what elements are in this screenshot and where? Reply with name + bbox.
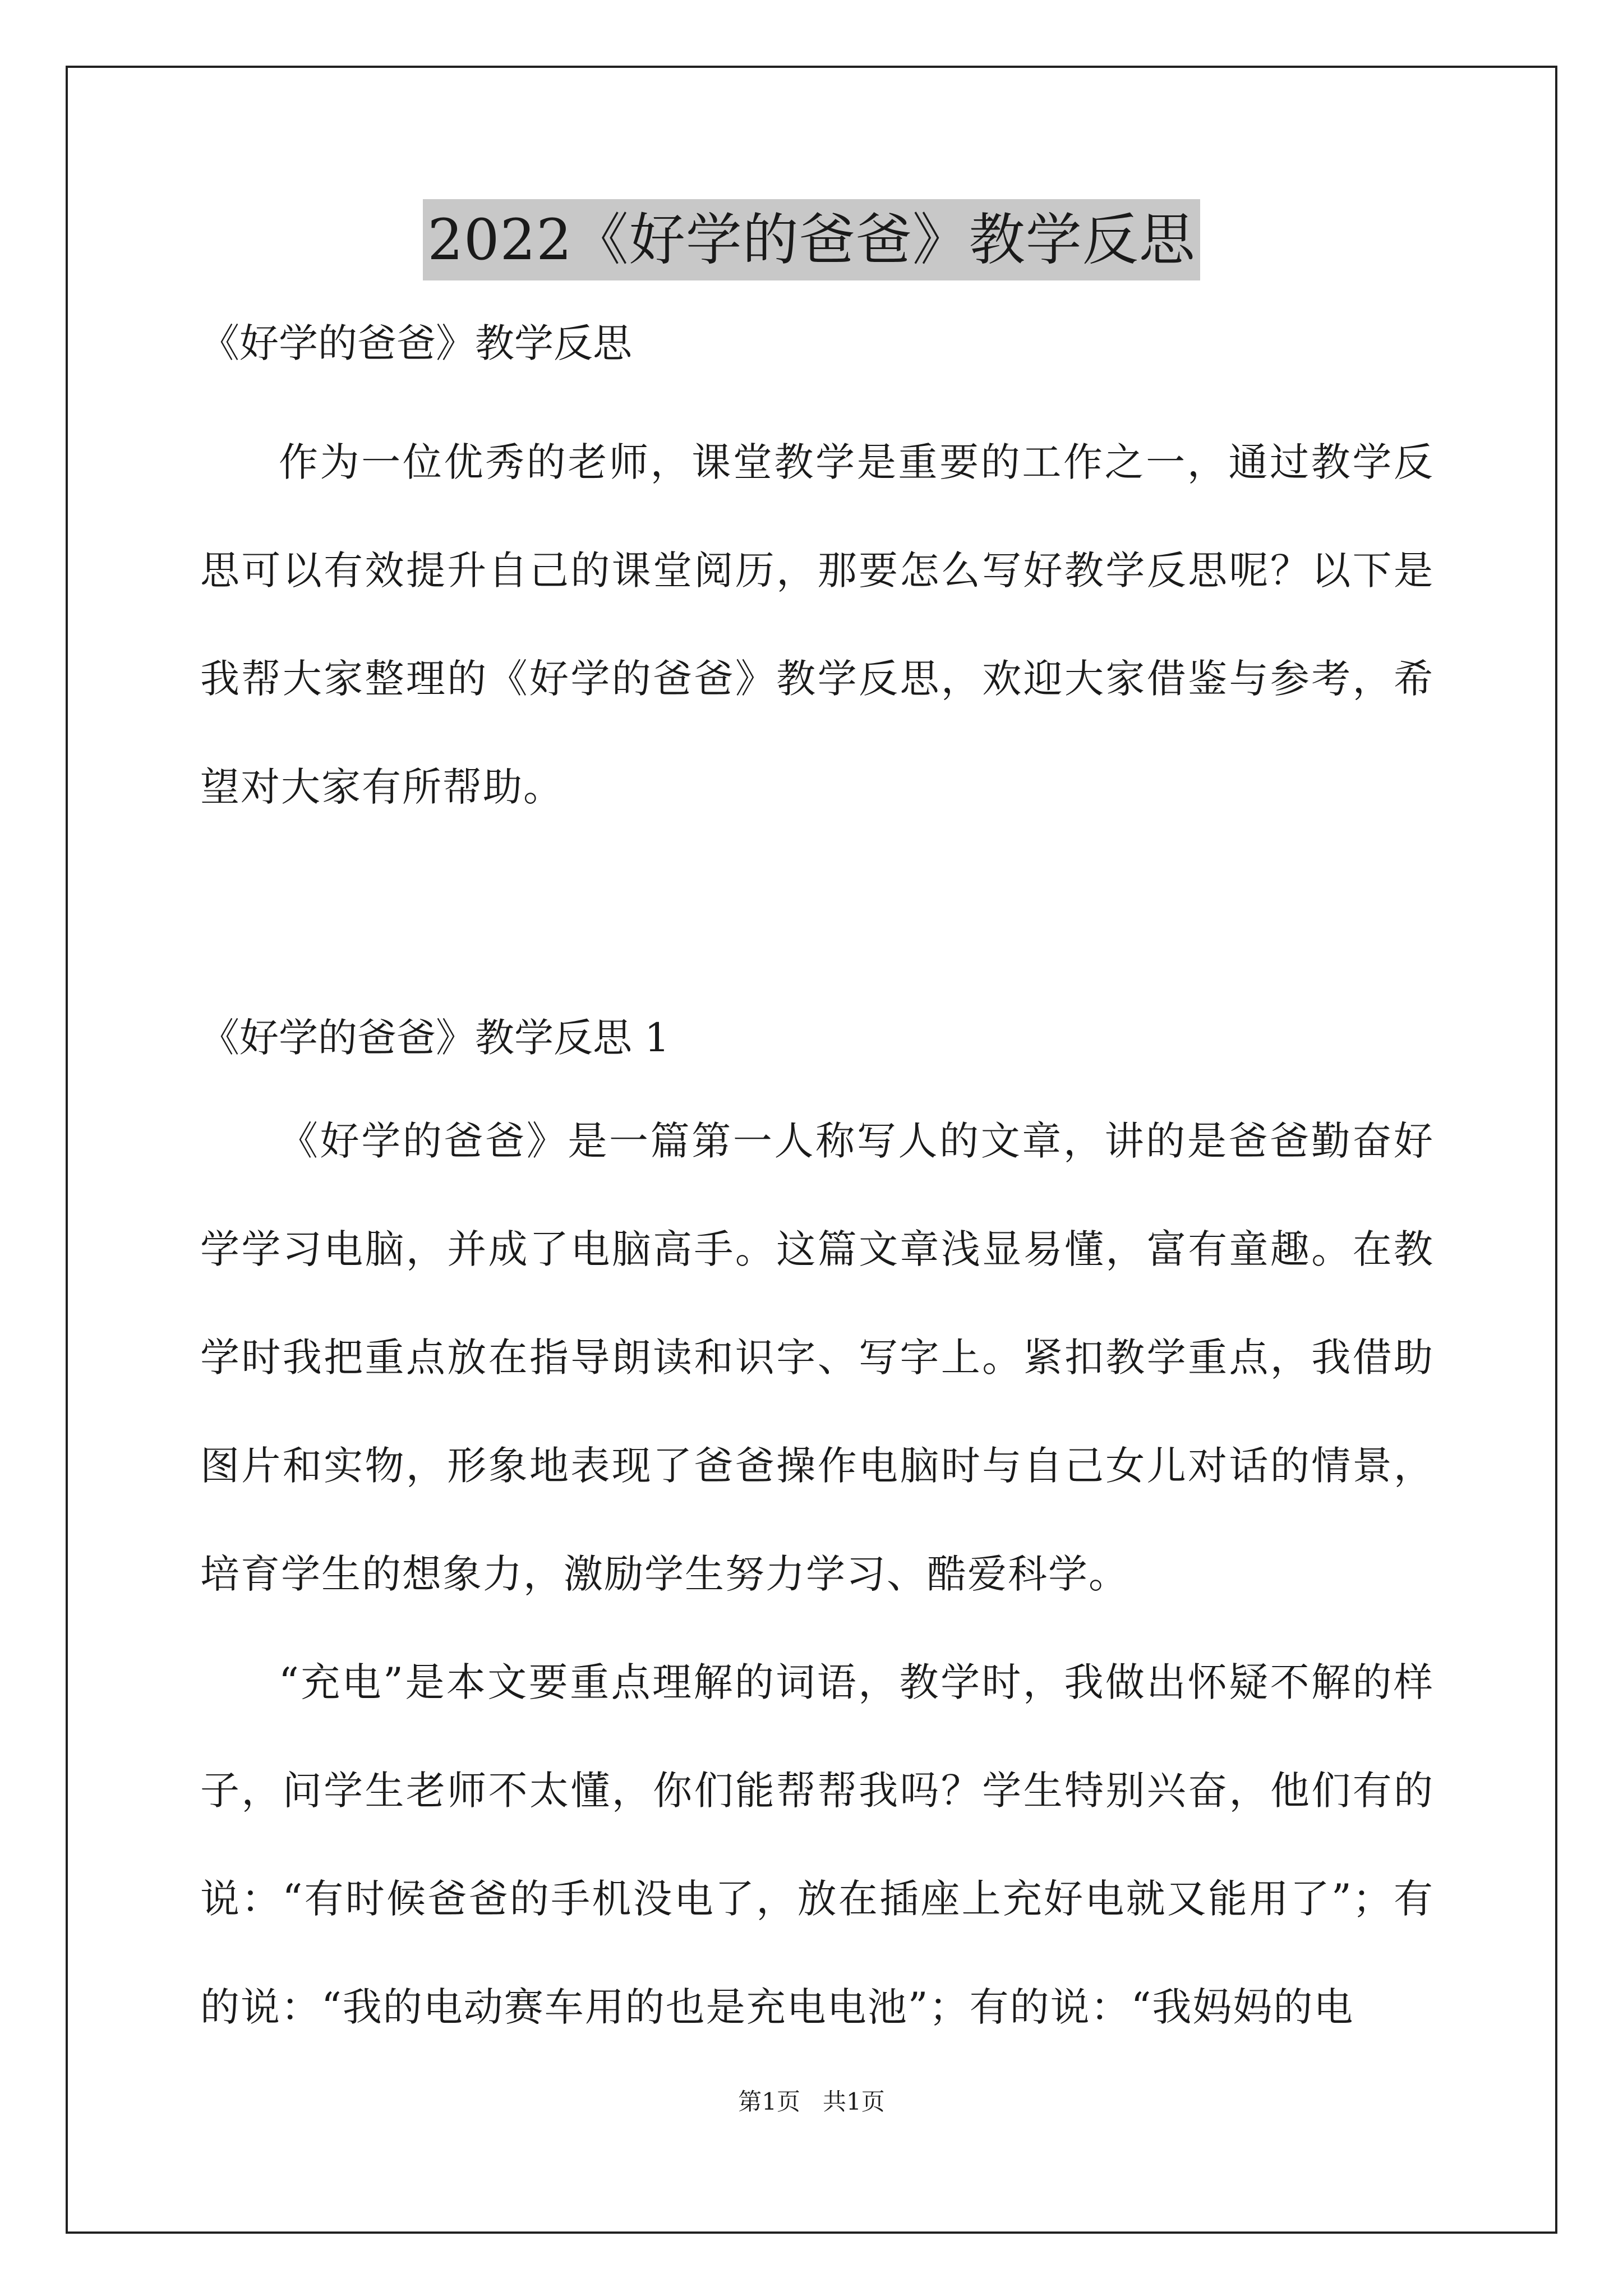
subheading-1: 《好学的爸爸》教学反思 1	[200, 1015, 670, 1061]
document-title: 2022《好学的爸爸》教学反思	[423, 199, 1200, 280]
intro-paragraph: 作为一位优秀的老师，课堂教学是重要的工作之一，通过教学反思可以有效提升自己的课堂阅历，那要怎么写好教学反思呢？以下是我帮大家整理的《好学的爸爸》教学反思，欢迎大家借鉴与参考，希望对大家有所帮助。	[200, 439, 1434, 810]
document-body	[200, 315, 1434, 2062]
title-container	[0, 199, 1623, 280]
body-paragraph-1: 《好学的爸爸》是一篇第一人称写人的文章，讲的是爸爸勤奋好学学习电脑，并成了电脑高手。这篇文章浅显易懂，富有童趣。在教学时我把重点放在指导朗读和识字、写字上。紧扣教学重点，我借助图片和实物，形象地表现了爸爸操作电脑时与自己女儿对话的情景，培育学生的想象力，激励学生努力学习、酷爱科学。	[200, 1118, 1434, 1597]
page-footer: 第1页 共1页	[738, 2088, 885, 2115]
body-paragraph-2: “充电”是本文要重点理解的词语，教学时，我做出怀疑不解的样子，问学生老师不太懂，你们能帮帮我吗？学生特别兴奋，他们有的说：“有时候爸爸的手机没电了，放在插座上充好电就又能用了”；有的说：“我的电动赛车用的也是充电电池”；有的说：“我妈妈的电	[200, 1659, 1434, 2030]
section-heading: 《好学的爸爸》教学反思	[200, 320, 632, 366]
